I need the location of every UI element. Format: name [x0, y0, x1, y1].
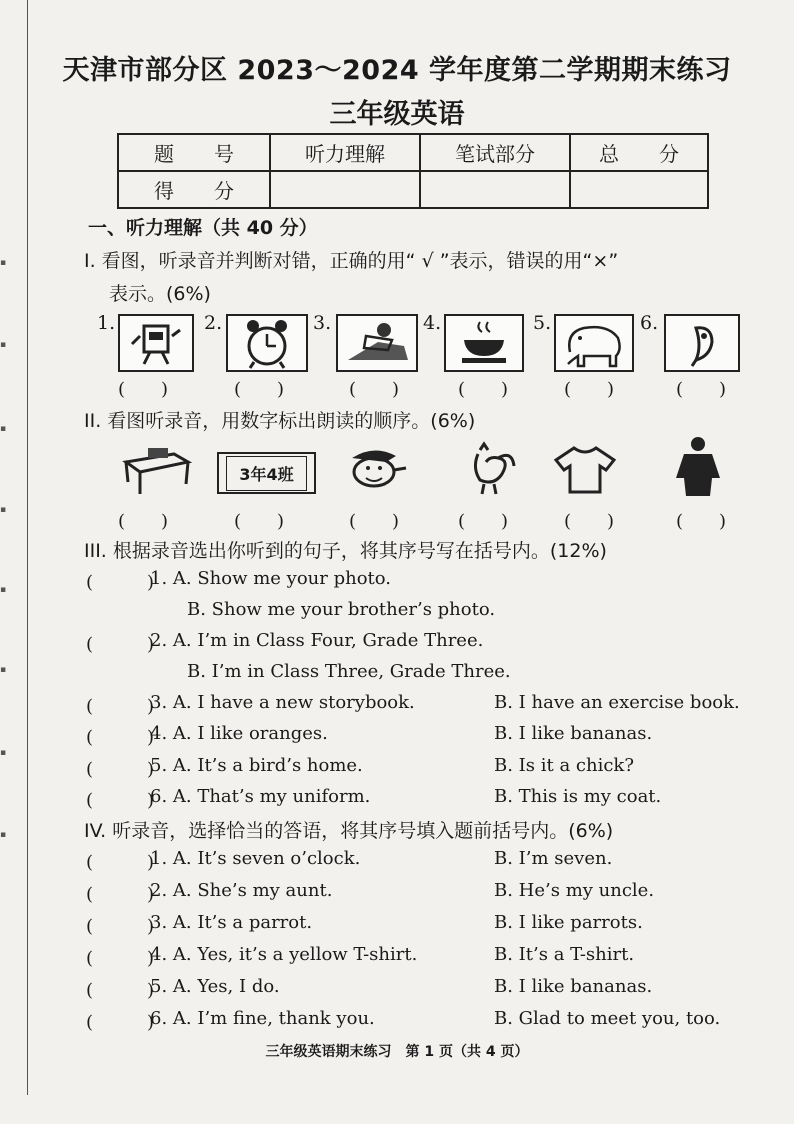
sec4-answer-paren[interactable]: ( ) — [86, 852, 155, 873]
sec1-number: 3. — [313, 312, 332, 334]
class-sign-label: 3年4班 — [226, 456, 306, 491]
score-table — [117, 133, 709, 209]
sec2-answer-blank[interactable]: ( ) — [676, 511, 727, 532]
sec2-answer-blank[interactable]: ( ) — [564, 511, 615, 532]
sec1-answer-blank[interactable]: ( ) — [458, 379, 509, 400]
sec1-answer-blank[interactable]: ( ) — [234, 379, 285, 400]
sec3-option-b: B. This is my coat. — [494, 786, 662, 807]
margin-mark: ▪ — [0, 424, 7, 434]
sec3-answer-paren[interactable]: ( ) — [86, 572, 155, 593]
sec1-answer-blank[interactable]: ( ) — [564, 379, 615, 400]
score-header-total: 总 分 — [570, 134, 708, 171]
page-footer: 三年级英语期末练习 第 1 页（共 4 页） — [265, 1044, 529, 1060]
sec4-option-a: 5. A. Yes, I do. — [150, 976, 280, 997]
parrot-picture — [664, 314, 740, 372]
reading-picture — [336, 314, 418, 372]
sec4-option-b: B. It’s a T-shirt. — [494, 944, 635, 965]
exam-subtitle: 三年级英语 — [329, 99, 465, 130]
sec3-option-a: 4. A. I like oranges. — [150, 723, 328, 744]
margin-mark: ▪ — [0, 585, 7, 595]
sec1-number: 1. — [97, 312, 116, 334]
sec2-answer-blank[interactable]: ( ) — [349, 511, 400, 532]
part1-heading: 一、听力理解（共 40 分） — [88, 217, 318, 239]
sec1-number: 5. — [533, 312, 552, 334]
binding-margin-line — [27, 0, 28, 1095]
sec1-number: 4. — [423, 312, 442, 334]
margin-mark: ▪ — [0, 340, 7, 350]
exam-title: 天津市部分区 2023～2024 学年度第二学期期末练习 — [62, 55, 732, 86]
sec3-instruction: III. 根据录音选出你听到的句子，将其序号写在括号内。(12%) — [84, 540, 607, 562]
sec2-answer-blank[interactable]: ( ) — [118, 511, 169, 532]
sec4-answer-paren[interactable]: ( ) — [86, 948, 155, 969]
sec1-number: 6. — [640, 312, 659, 334]
sec4-answer-paren[interactable]: ( ) — [86, 1012, 155, 1033]
sec4-option-a: 4. A. Yes, it’s a yellow T-shirt. — [150, 944, 418, 965]
sec4-answer-paren[interactable]: ( ) — [86, 980, 155, 1001]
sec4-option-b: B. Glad to meet you, too. — [494, 1008, 721, 1029]
desk-picture — [118, 440, 194, 500]
sec2-answer-blank[interactable]: ( ) — [458, 511, 509, 532]
sec3-option-b: B. I like bananas. — [494, 723, 653, 744]
coffee-cup-picture — [444, 314, 524, 372]
margin-mark: ▪ — [0, 665, 7, 675]
sec4-instruction: IV. 听录音，选择恰当的答语，将其序号填入题前括号内。(6%) — [84, 820, 614, 842]
sec1-answer-blank[interactable]: ( ) — [349, 379, 400, 400]
sec4-option-b: B. I’m seven. — [494, 848, 613, 869]
sec2-answer-blank[interactable]: ( ) — [234, 511, 285, 532]
score-row-label: 得 分 — [118, 171, 270, 208]
margin-mark: ▪ — [0, 505, 7, 515]
t-shirt-picture — [550, 440, 620, 500]
score-cell-written[interactable] — [420, 171, 570, 208]
sec3-option-b: B. Show me your brother’s photo. — [187, 599, 496, 620]
sec1-answer-blank[interactable]: ( ) — [676, 379, 727, 400]
sec4-option-a: 2. A. She’s my aunt. — [150, 880, 333, 901]
sec4-option-a: 1. A. It’s seven o’clock. — [150, 848, 361, 869]
sec3-answer-paren[interactable]: ( ) — [86, 759, 155, 780]
robot-picture — [118, 314, 194, 372]
sec3-option-b: B. Is it a chick? — [494, 755, 634, 776]
sec4-option-a: 6. A. I’m fine, thank you. — [150, 1008, 375, 1029]
class-sign-box — [217, 452, 316, 494]
sec3-answer-paren[interactable]: ( ) — [86, 634, 155, 655]
sec1-instruction-line1: I. 看图，听录音并判断对错，正确的用“ √ ”表示，错误的用“×” — [84, 250, 619, 272]
sec1-number: 2. — [204, 312, 223, 334]
boy-face-picture — [338, 440, 412, 500]
clock-picture — [226, 314, 308, 372]
score-header-written: 笔试部分 — [420, 134, 570, 171]
sec4-option-a: 3. A. It’s a parrot. — [150, 912, 313, 933]
sec1-instruction-line2: 表示。(6%) — [109, 283, 211, 305]
score-header-question-no: 题 号 — [118, 134, 270, 171]
sec3-option-a: 2. A. I’m in Class Four, Grade Three. — [150, 630, 484, 651]
sec3-option-b: B. I’m in Class Three, Grade Three. — [187, 661, 511, 682]
sec3-option-a: 1. A. Show me your photo. — [150, 568, 392, 589]
sec3-answer-paren[interactable]: ( ) — [86, 790, 155, 811]
sec3-option-a: 5. A. It’s a bird’s home. — [150, 755, 363, 776]
sec3-option-a: 3. A. I have a new storybook. — [150, 692, 415, 713]
sec2-instruction: II. 看图听录音，用数字标出朗读的顺序。(6%) — [84, 410, 476, 432]
man-in-coat-picture — [668, 434, 728, 500]
sec4-option-b: B. I like bananas. — [494, 976, 653, 997]
margin-mark: ▪ — [0, 258, 7, 268]
sec3-answer-paren[interactable]: ( ) — [86, 727, 155, 748]
elephant-picture — [554, 314, 634, 372]
rooster-picture — [458, 440, 518, 500]
sec3-option-b: B. I have an exercise book. — [494, 692, 740, 713]
score-cell-listening[interactable] — [270, 171, 420, 208]
margin-mark: ▪ — [0, 830, 7, 840]
sec3-answer-paren[interactable]: ( ) — [86, 696, 155, 717]
sec1-answer-blank[interactable]: ( ) — [118, 379, 169, 400]
margin-mark: ▪ — [0, 748, 7, 758]
sec4-answer-paren[interactable]: ( ) — [86, 916, 155, 937]
score-cell-total[interactable] — [570, 171, 708, 208]
sec4-option-b: B. I like parrots. — [494, 912, 643, 933]
sec3-option-a: 6. A. That’s my uniform. — [150, 786, 371, 807]
sec4-option-b: B. He’s my uncle. — [494, 880, 655, 901]
score-header-listening: 听力理解 — [270, 134, 420, 171]
sec4-answer-paren[interactable]: ( ) — [86, 884, 155, 905]
